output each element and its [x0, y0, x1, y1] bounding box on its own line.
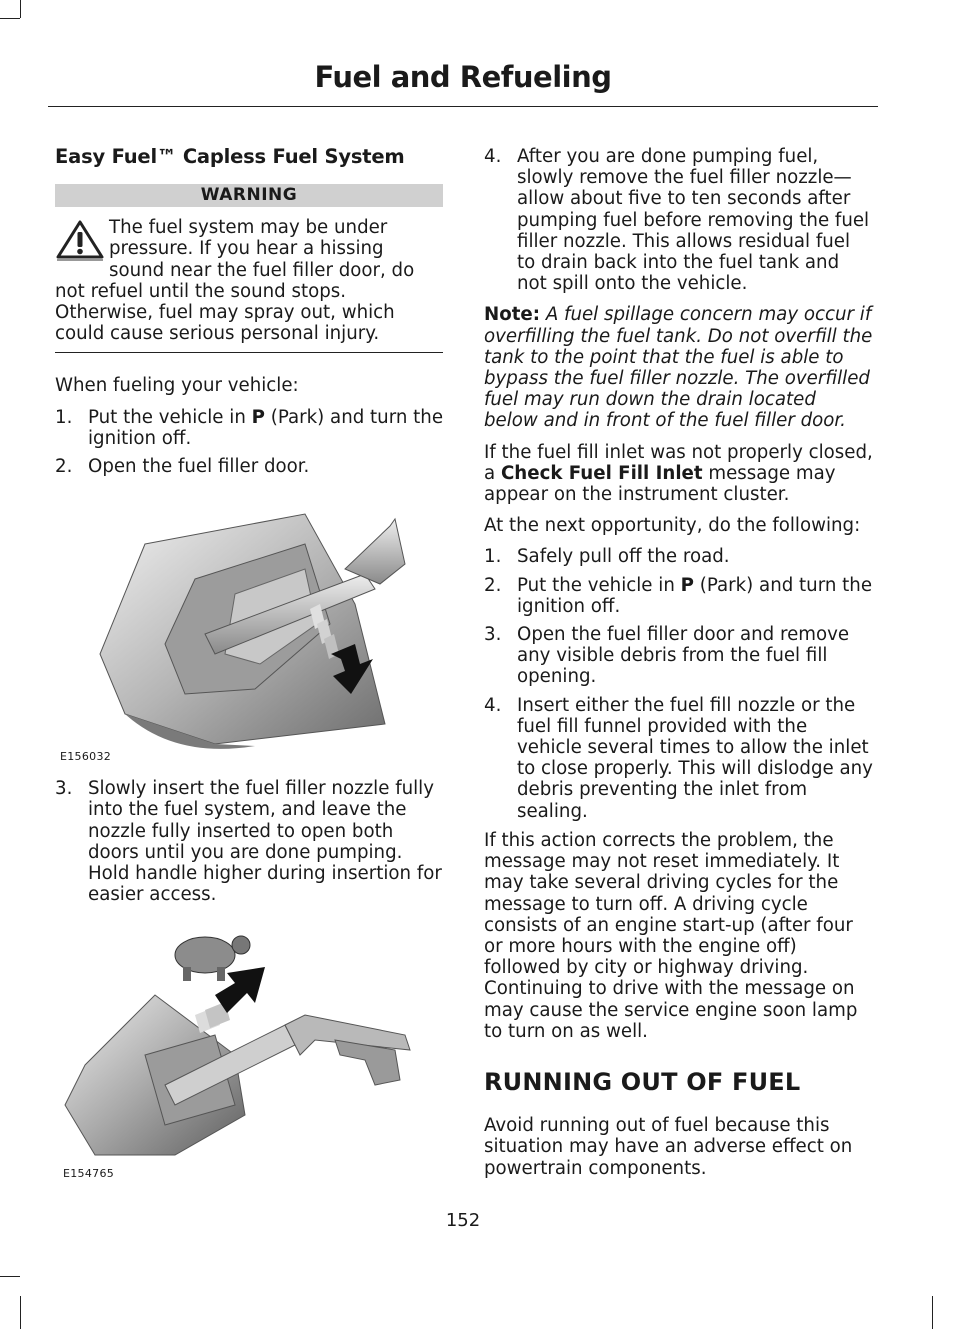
park-label: P	[680, 574, 694, 596]
left-column	[55, 146, 443, 1179]
nozzle-insertion-illustration	[55, 915, 443, 1179]
step-number: 2.	[55, 456, 73, 478]
steps-list	[55, 778, 443, 905]
park-label: P	[251, 406, 265, 428]
crop-mark	[0, 18, 20, 19]
list-item	[55, 778, 443, 905]
note-label: Note:	[484, 304, 541, 326]
step-text: Slowly insert the fuel filler nozzle fully into the fuel system, and leave the nozzle fully inserted to open both doors until you are done pumping. Hold handle higher during insertion for easier access.	[88, 778, 442, 906]
list-item	[55, 407, 443, 449]
list-item	[484, 575, 874, 617]
step-number: 4.	[484, 146, 502, 167]
steps-list	[484, 146, 874, 294]
note-paragraph	[484, 304, 874, 431]
section-heading: Easy Fuel™ Capless Fuel System	[55, 145, 405, 168]
step-text: (Park) and turn the ignition off.	[88, 406, 444, 449]
warning-triangle-icon	[55, 219, 105, 261]
crop-mark	[20, 1296, 21, 1329]
figure-id: E156032	[60, 750, 112, 764]
list-item	[484, 546, 874, 567]
step-number: 2.	[484, 574, 502, 596]
figure-nozzle-insertion	[55, 915, 443, 1179]
step-text: Put the vehicle in	[517, 574, 681, 596]
warning-block	[55, 217, 443, 353]
page-title: Fuel and Refueling	[314, 60, 612, 94]
crop-mark	[20, 0, 21, 18]
fuel-filler-illustration	[55, 484, 443, 766]
section-heading-running-out: RUNNING OUT OF FUEL	[484, 1067, 801, 1096]
paragraph-text: message may appear on the instrument cluster.	[484, 462, 836, 506]
warning-text: The fuel system may be under pressure. If you hear a hissing sound near the fuel filler door, do not refuel until the sound stops. Otherwise, fuel may spray out, which could cause serious personal injury.	[55, 217, 415, 345]
step-text: (Park) and turn the ignition off.	[517, 574, 873, 617]
step-text: After you are done pumping fuel, slowly remove the fuel filler nozzle—allow about five to ten seconds after pumping fuel before removing the fuel filler nozzle. This allows residual fuel to drain back into the fuel tank and not spill onto the vehicle.	[517, 146, 870, 295]
step-number: 1.	[55, 406, 73, 428]
message-name: Check Fuel Fill Inlet	[500, 462, 703, 484]
step-text: Safely pull off the road.	[517, 546, 730, 568]
warning-label: WARNING	[55, 184, 443, 207]
step-number: 1.	[484, 546, 502, 568]
paragraph-text: If the fuel fill inlet was not properly closed, a	[484, 441, 873, 484]
list-item	[484, 624, 874, 688]
crop-mark	[0, 1276, 20, 1277]
warning-divider	[55, 352, 443, 353]
next-opportunity-text: At the next opportunity, do the following:	[484, 515, 861, 537]
step-text: Open the fuel filler door.	[88, 456, 310, 478]
step-text: Open the fuel filler door and remove any visible debris from the fuel fill opening.	[517, 624, 850, 688]
step-number: 3.	[55, 778, 73, 800]
step-text: Insert either the fuel fill nozzle or the fuel fill funnel provided with the vehicle several times to allow the inlet to close properly. This will dislodge any debris preventing the inlet from sealing.	[517, 694, 873, 822]
step-text: Put the vehicle in	[88, 406, 252, 428]
step-number: 4.	[484, 694, 502, 716]
correction-paragraph: If this action corrects the problem, the message may not reset immediately. It may take several driving cycles for the message to turn off. A driving cycle consists of an engine start-up (after four or more hours with the engine off) followed by city or highway driving. Continuing to drive with the message on may cause the service engine soon lamp to turn on as well.	[484, 829, 858, 1042]
page-number: 152	[445, 1210, 481, 1231]
steps-list	[484, 546, 874, 821]
right-column	[484, 146, 874, 1189]
crop-mark	[932, 1296, 933, 1329]
list-item	[484, 695, 874, 822]
list-item	[484, 146, 874, 294]
note-text: A fuel spillage concern may occur if overfilling the fuel tank. Do not overfill the tank to the point that the fuel is able to bypass the fuel filler nozzle. The overfilled fuel may run down the drain located below and in front of the fuel filler door.	[484, 304, 873, 432]
title-divider	[48, 106, 878, 107]
intro-text: When fueling your vehicle:	[55, 375, 299, 397]
inlet-paragraph	[484, 442, 874, 506]
avoid-paragraph: Avoid running out of fuel because this situation may have an adverse effect on powertrain components.	[484, 1115, 853, 1179]
figure-id: E154765	[63, 1167, 115, 1181]
figure-nozzle-removal	[55, 484, 443, 766]
steps-list	[55, 407, 443, 478]
list-item	[55, 456, 443, 477]
step-number: 3.	[484, 624, 502, 646]
